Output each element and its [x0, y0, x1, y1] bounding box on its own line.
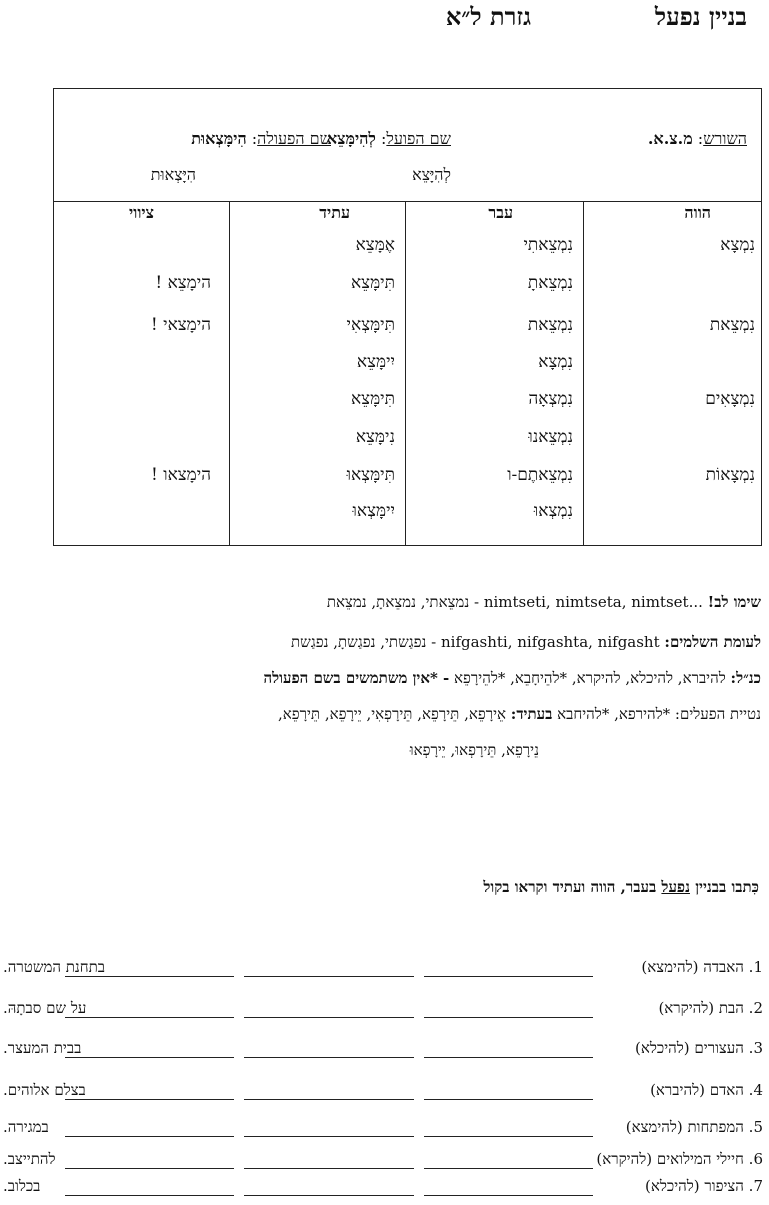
gizra-title: גזרת ל״א [445, 2, 531, 31]
answer-blank[interactable] [424, 999, 593, 1018]
answer-blank[interactable] [65, 1177, 234, 1196]
column-atid [229, 201, 405, 545]
column-header-hove: הווה [684, 203, 711, 222]
tsivui-cell: הימָצאו ! [150, 465, 211, 485]
shem-peula-alt: הִיָּצְאוּת [150, 165, 196, 184]
answer-blank[interactable] [424, 1118, 593, 1137]
answer-blanks [65, 958, 593, 980]
atid-cell: יִימָּצֵא [356, 352, 395, 372]
column-header-avar: עבר [488, 203, 513, 222]
atid-cell: תִּימָּצֵא [350, 273, 395, 293]
answer-blank[interactable] [244, 1150, 413, 1169]
shem-poal-value: לְהִימָּצֵא [326, 129, 376, 148]
answer-blank[interactable] [424, 1039, 593, 1058]
hove-cell: נִמְצָאוֹת [705, 465, 755, 485]
exercise-ending: בכלוב. [3, 1177, 41, 1195]
note-netiya-forms2: נֵירָפֵא, תֵּירָפְאוּ, יֵירָפְאוּ [409, 741, 539, 759]
answer-blank[interactable] [244, 1039, 413, 1058]
exercise-prompt: 6. חיילי המילואים (להיקרא) [596, 1150, 763, 1168]
avar-cell: נִמְצֵאנוּ [528, 427, 573, 447]
column-hove [583, 201, 761, 545]
exercise-ending: בתחנת המשטרה. [3, 958, 106, 976]
binyan-title: בניין נפעל [654, 2, 747, 31]
answer-blanks [65, 1177, 593, 1199]
avar-cell: נִמְצָא [538, 352, 573, 372]
answer-blank[interactable] [65, 1081, 234, 1100]
exercise-ending: במגירה. [3, 1118, 49, 1136]
exercise-row [3, 958, 763, 984]
exercise-prompt: 3. העצורים (להיכלא) [635, 1039, 763, 1057]
answer-blanks [65, 1150, 593, 1172]
conjugation-table [54, 201, 761, 545]
atid-cell: אֶמָּצֵא [355, 235, 395, 255]
avar-cell: נִמְצֵאת [527, 315, 573, 335]
avar-cell: נִמְצֵאתָ [527, 273, 573, 293]
shoresh-value: מ.צ.א. [647, 129, 693, 148]
shem-poal-label: שם הפועל [386, 129, 451, 148]
hove-cell: נִמְצֵאת [709, 315, 755, 335]
exercise-prompt: 1. האבדה (להימצא) [641, 958, 763, 976]
answer-blank[interactable] [65, 1150, 234, 1169]
note-shimu-text: ...nimtseti, nimtseta, nimtset - נמצֵאתי, נמצֵאתָ, נמצֵאת [326, 593, 703, 611]
page-header [0, 2, 769, 38]
atid-cell: תִּימָּצְאוּ [346, 465, 395, 485]
avar-cell: נִמְצֵאתִי [523, 235, 573, 255]
answer-blank[interactable] [65, 999, 234, 1018]
task-title-binyan: נפעל [661, 878, 690, 896]
hove-cell: נִמְצָא [720, 235, 755, 255]
answer-blank[interactable] [65, 1118, 234, 1137]
answer-blank[interactable] [424, 958, 593, 977]
answer-blank[interactable] [424, 1150, 593, 1169]
task-title-pre: כִּתבו בבניין [695, 878, 759, 896]
exercise-row [3, 1081, 763, 1107]
shem-peula-value: הִימָּצְאוּת [191, 129, 247, 148]
exercise-row [3, 1177, 763, 1203]
note-leumat-text: nifgashti, nifgashta, nifgasht - נפגַשתי, נפגַשתָ, נפגַשת [291, 633, 660, 651]
exercise-row [3, 1118, 763, 1144]
exercise-ending: על שם סבתָהּ. [3, 999, 87, 1017]
exercise-prompt: 2. הבת (להיקרא) [658, 999, 763, 1017]
task-title [483, 878, 759, 897]
note-netiya-text: נטיית הפעלים: *להירפא, *להיחבא [557, 705, 761, 723]
note-netiya [278, 705, 761, 724]
answer-blank[interactable] [424, 1177, 593, 1196]
note-kanal-bold: כנ״ל: [730, 669, 761, 687]
exercise-ending: בבית המעצר. [3, 1039, 82, 1057]
exercise-prompt: 5. המפתחות (להימצא) [625, 1118, 763, 1136]
answer-blank[interactable] [244, 958, 413, 977]
note-kanal-bold2: - *אין משתמשים בשם הפעולה [263, 669, 450, 687]
answer-blanks [65, 999, 593, 1021]
conjugation-box [53, 88, 762, 546]
answer-blanks [65, 1039, 593, 1061]
note-netiya-forms: אֵירָפֵא, תֵּירָפֵא, תֵּירָפְאִי, יֵירָפֵא, תֵּירָפֵא, [277, 705, 507, 723]
shem-poal-info: שם הפועל: לְהִימָּצֵא [326, 129, 451, 148]
shem-peula-label: שם הפעולה [257, 129, 331, 148]
avar-cell: נִמְצְאוּ [533, 501, 573, 521]
note-kanal [263, 669, 761, 688]
note-leumat-bold: לעומת השלמים: [664, 633, 761, 651]
shem-peula-info: שם הפעולה: הִימָּצְאוּת [191, 129, 331, 148]
note-shimu [327, 593, 761, 612]
shem-poal-alt: לְהִיָּצֵא [412, 165, 451, 184]
answer-blanks [65, 1118, 593, 1140]
column-header-tsivui: ציווי [129, 203, 154, 222]
exercise-row [3, 999, 763, 1025]
answer-blank[interactable] [244, 1081, 413, 1100]
exercise-row [3, 1039, 763, 1065]
answer-blank[interactable] [424, 1081, 593, 1100]
answer-blank[interactable] [244, 1177, 413, 1196]
exercise-row [3, 1150, 763, 1176]
task-title-post: בעבר, הווה ועתיד וקראו בקול [483, 878, 657, 896]
exercise-ending: להתייצב. [3, 1150, 56, 1168]
shoresh-label: השורש [703, 129, 747, 148]
shoresh-info: השורש: מ.צ.א. [647, 129, 747, 148]
atid-cell: יִימָּצְאוּ [352, 501, 395, 521]
note-shimu-bold: שימו לב! [707, 593, 761, 611]
note-netiya-bold: בעתיד: [510, 705, 553, 723]
exercise-prompt: 7. הציפור (להיכלא) [645, 1177, 763, 1195]
note-leumat [291, 633, 761, 652]
tsivui-cell: הימָצֵא ! [155, 273, 211, 293]
avar-cell: נִמְצְאָה [528, 389, 573, 409]
answer-blanks [65, 1081, 593, 1103]
exercise-prompt: 4. האדם (להיברא) [650, 1081, 763, 1099]
atid-cell: תִּימָּצְאִי [346, 315, 395, 335]
hove-cell: נִמְצָאִים [705, 389, 755, 409]
atid-cell: תִּימָּצֵא [350, 389, 395, 409]
note-kanal-text: להיברא, להיכלא, להיקרא, *להֵיחָבֵא, *להֵירָפֵא [454, 669, 726, 687]
column-header-atid: עתיד [319, 203, 350, 222]
answer-blank[interactable] [65, 1039, 234, 1058]
column-avar [405, 201, 583, 545]
answer-blank[interactable] [244, 1118, 413, 1137]
exercise-ending: בצלם אלוהים. [3, 1081, 86, 1099]
root-info [54, 89, 761, 202]
tsivui-cell: הימָצאי ! [150, 315, 211, 335]
atid-cell: נִימָּצֵא [355, 427, 395, 447]
avar-cell: נִמְצֵאתֶם-ו [507, 465, 573, 485]
answer-blank[interactable] [244, 999, 413, 1018]
column-tsivui [54, 201, 229, 545]
